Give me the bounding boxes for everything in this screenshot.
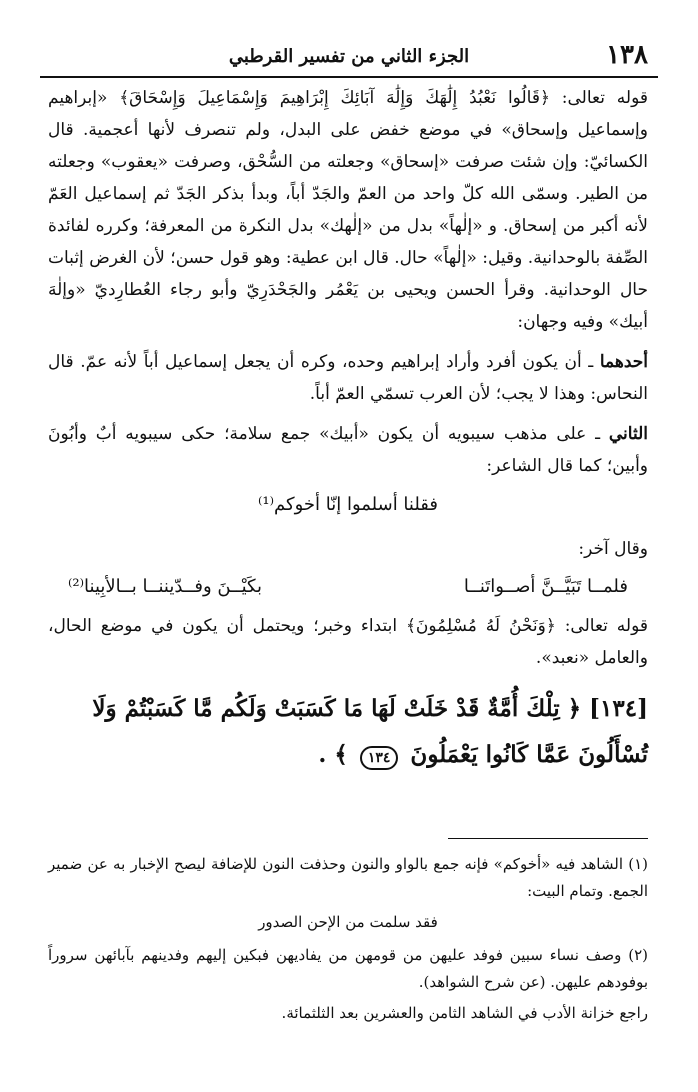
paragraph bbox=[48, 82, 648, 338]
footnote-2-reference: راجع خزانة الأدب في الشاهد الثامن والعشرين بعد الثلثمائة. bbox=[281, 1004, 648, 1022]
footnote-1-verse: فقد سلمت من الإحن الصدور bbox=[258, 913, 438, 931]
footnote-2: (٢) وصف نساء سبين فوفد عليهن من قومهن من يفاديهن فبكين إليهم وفدينهم بآبائهن سروراً بوفودهم عليهن. (عن شرح الشواهد). bbox=[48, 946, 648, 991]
paragraph-lead: أحدهما bbox=[599, 352, 648, 372]
paragraph bbox=[48, 346, 648, 410]
paragraph-text: ـ أن يكون أفرد وأراد إبراهيم وحده، وكره أن يجعل إسماعيل أباً لأنه عمّ. قال النحاس: وهذا لا يجب؛ لأن العرب تسمّي العمّ أباً. bbox=[48, 352, 648, 404]
poetry-couplet bbox=[68, 572, 628, 602]
page-header bbox=[40, 36, 658, 78]
paragraph: قوله تعالى: ﴿وَنَحْنُ لَهُ مُسْلِمُونَ﴾ ابتداء وخبر؛ ويحتمل أن يكون في موضع الحال، والعامل «نعبد». bbox=[48, 616, 648, 668]
paragraph-text: قوله تعالى: ﴿قَالُوا نَعْبُدُ إِلَٰهَكَ وَإِلَٰهَ آبَائِكَ إِبْرَاهِيمَ وَإِسْمَاعِيلَ وَإِسْحَاقَ﴾ «إبراهيم وإسماعيل وإسحاق» في موضع خفض على البدل، ولم تنصرف لأنها أعجمية. قال الكسائيّ: وإن شئت صرفت «إسحاق» وجعلته من السُّحْق، وصرفت «يعقوب» وجعلته من الطير. وسمّى الله كلّ واحد من العمّ والجَدّ أباً، وبدأ بذكر الجَدّ ثم إسماعيل العَمّ لأنه أكبر من إسحاق. و «إلٰهاً» بدل من «إلٰهك» بدل النكرة من المعرفة؛ وكرره لفائدة الصِّفة بالوحدانية. وقيل: «إلٰهاً» حال. قال ابن عطية: وهو قول حسن؛ لأن الغرض إثبات حال الوحدانية. وقرأ الحسن ويحيى بن يَعْمُر والجَحْدَرِيّ وأبو رجاء العُطارِديّ «وإلٰهَ أبيك» وفيه وجهان: bbox=[48, 88, 649, 332]
verse-number: [١٣٤] bbox=[589, 695, 648, 722]
paragraph-text: ـ على مذهب سيبويه أن يكون «أبيك» جمع سلامة؛ حكى سيبويه أبٌ وأبُونَ وأبين؛ كما قال الشاعر: bbox=[48, 424, 648, 476]
ayah-number-marker: ١٣٤ bbox=[360, 746, 399, 770]
footnote-1: (١) الشاهد فيه «أخوكم» فإنه جمع بالواو والنون وحذفت النون للإضافة ليصح الإخبار به عن ضمير الجمع. وتمام البيت: bbox=[48, 855, 648, 900]
verse-text: ﴿ تِلْكَ أُمَّةٌ قَدْ خَلَتْ لَهَا مَا كَسَبَتْ وَلَكُم مَّا كَسَبْتُمْ وَلَا تُسْأَلُونَ عَمَّا كَانُوا يَعْمَلُونَ bbox=[92, 695, 648, 768]
main-text bbox=[48, 82, 648, 778]
footnotes bbox=[48, 838, 648, 1031]
verse-close: ﴾ . bbox=[318, 741, 348, 768]
poetry-verse: فقلنا أسلموا إنّا أخوكم⁽¹⁾ bbox=[257, 494, 439, 515]
running-title: الجزء الثاني من تفسير القرطبي bbox=[228, 46, 470, 67]
hemistich-first: فلمــا تَبَيَّــنَّ أصــواتَنــا bbox=[463, 576, 628, 597]
quran-verse-block bbox=[48, 686, 648, 778]
hemistich-second: بكَيْــنَ وفــدّيننــا بــالأبِينا⁽²⁾ bbox=[68, 576, 262, 597]
poetry-intro: وقال آخر: bbox=[578, 539, 648, 559]
paragraph-lead: الثاني bbox=[608, 424, 648, 444]
footnote-divider bbox=[448, 838, 648, 839]
page-number: ١٣٨ bbox=[606, 40, 648, 70]
paragraph bbox=[48, 418, 648, 482]
